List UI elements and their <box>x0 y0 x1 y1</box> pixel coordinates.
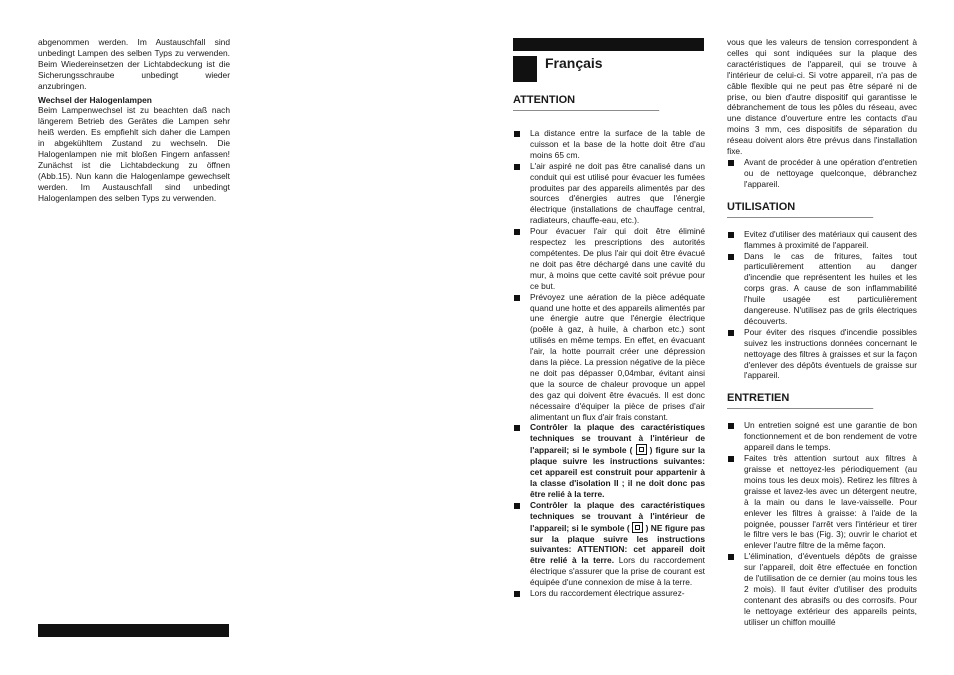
french-attention-column <box>513 128 705 599</box>
entretien-list <box>727 420 917 627</box>
attention-title: ATTENTION <box>513 94 576 106</box>
list-item: Dans le cas de fritures, faites tout particulièrement attention au danger d'incendie que représentent les huiles et les corps gras. A cause de son inflammabilité l'huile usagée est particulièrement dangereuse. N'utilisez pas de grils électriques découverts. <box>727 251 917 327</box>
german-paragraph-1: abgenommen werden. Im Austauschfall sind unbedingt Lampen des selben Typs zu verwenden. Beim Wiedereinsetzen der Lichtabdeckung ist die Sicherungsschraube unbedingt wieder anzubringen. <box>38 37 230 91</box>
list-item-class-ii <box>513 422 705 499</box>
french-right-column <box>727 37 917 628</box>
continuation-list <box>727 37 917 190</box>
language-marker-box <box>513 56 537 82</box>
class-ii-text-end: ) figure sur la plaque suivre les instructions suivantes: cet appareil est construit pour appartenir à la classe d'isolation II ; il ne doit donc pas être relié à la terre. <box>530 445 705 499</box>
entretien-section <box>727 392 917 627</box>
footer-bar-left <box>38 624 229 637</box>
utilisation-title: UTILISATION <box>727 200 796 213</box>
header-bar-middle <box>513 38 704 51</box>
list-item: Pour éviter des risques d'incendie possibles suivez les instructions données concernant le nettoyage des filtres à graisses et sur la façon d'enlever des dépôts éventuels de graisse sur l'appareil. <box>727 327 917 382</box>
utilisation-list <box>727 229 917 382</box>
class-ii-text-start: Contrôler la plaque des caractéristiques techniques se trouvant à l'intérieur de l'appareil; si le symbole ( <box>530 422 705 456</box>
list-item: L'élimination, d'éventuels dépôts de graisse sur l'appareil, doit être effectuée en fonction de l'utilisation de ce dernier (au moins tous les 2 mois). Il faut éviter d'utiliser des produits contenant des abrasifs ou des corrosifs. Pour le nettoyage extérieur des appareils peints, utiliser un chiffon mouillé <box>727 551 917 627</box>
list-item: Lors du raccordement électrique assurez- <box>513 588 705 599</box>
language-title: Français <box>545 55 603 71</box>
earthing-text-bold: ) NE figure pas sur la plaque suivre les instructions suivantes: ATTENTION: cet appareil doit être relié à la terre. <box>530 522 705 566</box>
double-insulation-symbol-icon <box>632 522 643 533</box>
entretien-rule: ————————————————————————— <box>727 405 873 413</box>
earthing-text-start: Contrôler la plaque des caractéristiques techniques se trouvant à l'intérieur de l'appareil; si le symbole ( <box>530 499 705 533</box>
attention-rule: ————————————————————————— <box>513 107 659 114</box>
german-subheading: Wechsel der Halogenlampen <box>38 94 152 105</box>
earthing-text-normal: Lors du raccordement électrique s'assurer que la prise de courant est équipée d'une connexion de mise à la terre. <box>530 555 705 588</box>
double-insulation-symbol-icon <box>636 444 647 455</box>
german-paragraph-2: Beim Lampenwechsel ist zu beachten daß nach längerem Betrieb des Gerätes die Lampen sehr heiß werden. Es empfiehlt sich daher die Lampen in abgekühltem Zustand zu wechseln. Die Halogenlampen nie mit bloßen Fingern anfassen! Zunächst ist die Lichtabdeckung zu öffnen (Abb.15). Nun kann die Halogenlampe gewechselt werden. Im Austauschfall sind unbedingt Halogenlampen des selben Typs zu verwenden. <box>38 105 230 203</box>
list-item: Evitez d'utiliser des matériaux qui causent des flammes à proximité de l'appareil. <box>727 229 917 251</box>
list-item: La distance entre la surface de la table de cuisson et la base de la hotte doit être d'au moins 65 cm. <box>513 128 705 161</box>
list-item: Prévoyez une aération de la pièce adéquate quand une hotte et des appareils alimentés par une énergie autre que l'énergie électrique (poêle à gaz, à huile, à charbon etc.) sont utilisés en même temps. En effet, en évacuant l'air, la hotte pourrait créer une dépression dans la pièce. La pression négative de la pièce ne doit pas dépasser 0,04mbar, évitant ainsi que la source de chaleur provoque un appel des gaz qui doivent être évacués. Il est donc nécessaire d'équiper la pièce de prises d'air alimentant un flux d'air frais constant. <box>513 292 705 423</box>
utilisation-rule: ————————————————————————— <box>727 213 873 221</box>
list-item: Un entretien soigné est une garantie de bon fonctionnement et de bon rendement de votre appareil dans le temps. <box>727 420 917 453</box>
list-item: L'air aspiré ne doit pas être canalisé dans un conduit qui est utilisé pour évacuer les fumées produites par des appareils alimentés par des sources d'énergies autres que l'énergie électrique (installations de chauffage central, radiateurs, chauffe-eau, etc.). <box>513 161 705 226</box>
list-item: Avant de procéder à une opération d'entretien ou de nettoyage quelconque, débranchez l'appareil. <box>727 157 917 190</box>
german-text-column <box>38 37 230 204</box>
attention-section-header <box>513 94 705 122</box>
entretien-title: ENTRETIEN <box>727 392 790 405</box>
list-item: Faites très attention surtout aux filtres à graisse et nettoyez-les périodiquement (au moins tous les deux mois). Retirez les filtres à graisse et lavez-les avec un détergent neutre, à la main ou dans le lave-vaisselle. Pour enlever les filtres à graisse: à l'aide de la poignée, pousser l'arrêt vers l'intérieur et tirer le filtre vers le bas (Fig. 3); ouvrir le chariot et enlever l'autre filtre de la même façon. <box>727 453 917 551</box>
list-item: Pour évacuer l'air qui doit être éliminé respectez les prescriptions des autorités compétentes. De plus l'air qui doit être évacué ne doit pas être déchargé dans une cavité du mur, à moins que cette cavité soit prévue pour ce but. <box>513 226 705 291</box>
list-item-earthing <box>513 500 705 588</box>
continuation-text: vous que les valeurs de tension correspondent à celles qui sont indiquées sur la plaque des caractéristiques de l'appareil, qui se trouve à l'intérieur de celui-ci. Si votre appareil, n'a pas de câble flexible qui ne peut pas être séparé ni de prise, ou bien d'autre dispositif qui garantisse le débranchement de tous les pôles du réseau, avec une distance d'ouverture entre les contacts d'au moins 3 mm, ces dispositifs de séparation du réseau doivent alors être prévus dans l'installation fixe. <box>727 37 917 157</box>
attention-list <box>513 128 705 599</box>
utilisation-section <box>727 201 917 382</box>
